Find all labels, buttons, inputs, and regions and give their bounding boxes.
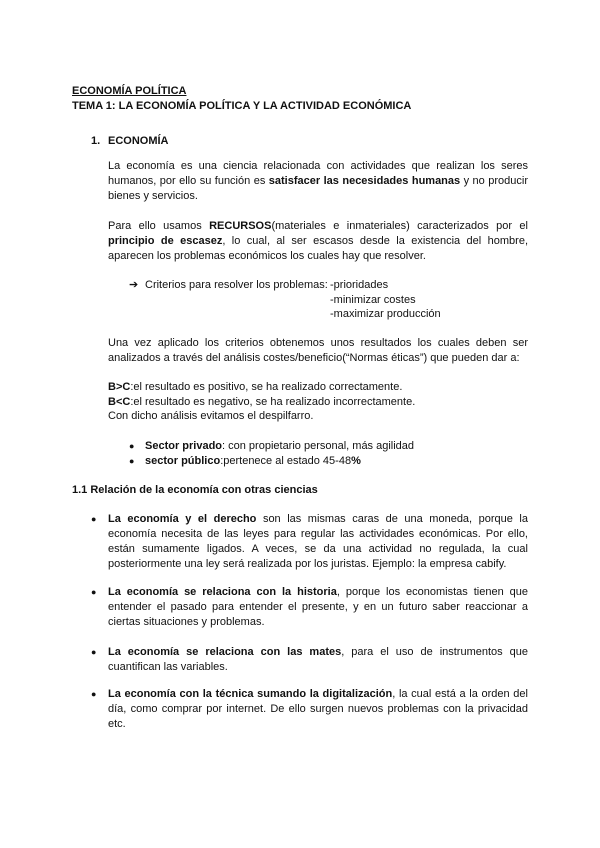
sector-item: sector público:pertenece al estado 45-48%: [145, 455, 361, 467]
bullet-icon: ●: [91, 587, 97, 597]
relation-item-derecho: La economía y el derecho son las mismas caras de una moneda, porque la economía necesita de las leyes para regular las actividades económicas. Por ello, están sumamente ligados. A veces, se da una actividad no regulada, la cual posteriormente una ley será realizada por los juristas. Ejemplo: la empresa cabify.: [108, 513, 528, 570]
section-number: 1.: [91, 135, 101, 147]
section-title: ECONOMÍA: [108, 135, 169, 147]
bullet-icon: ●: [129, 441, 135, 451]
bc-positive: B>C:el resultado es positivo, se ha realizado correctamente.: [108, 381, 403, 393]
paragraph-economia: La economía es una ciencia relacionada con actividades que realizan los seres humanos, por ello su función es satisfacer las necesidades humanas y no producir bienes y servicios.: [108, 160, 528, 202]
criteria-item: -maximizar producción: [330, 308, 441, 320]
paragraph-recursos: Para ello usamos RECURSOS(materiales e inmateriales) caracterizados por el principio de escasez, lo cual, al ser escasos desde la existencia del hombre, aparecen los problemas económicos los cuales hay que resolver.: [108, 220, 528, 262]
bullet-icon: ●: [91, 689, 97, 699]
bc-negative: B<C:el resultado es negativo, se ha realizado incorrectamente.: [108, 396, 416, 408]
arrow-icon: ➔: [129, 279, 139, 291]
criteria-item: -minimizar costes: [330, 294, 416, 306]
subsection-title: 1.1 Relación de la economía con otras ciencias: [72, 484, 318, 496]
bullet-icon: ●: [91, 514, 97, 524]
document-subtitle: TEMA 1: LA ECONOMÍA POLÍTICA Y LA ACTIVIDAD ECONÓMICA: [72, 100, 412, 112]
relation-item-tecnica: La economía con la técnica sumando la digitalización, la cual está a la orden del día, como comprar por internet. De ello surgen nuevos problemas con la privacidad etc.: [108, 688, 528, 730]
paragraph-analisis: Una vez aplicado los criterios obtenemos unos resultados los cuales deben ser analizados a través del análisis costes/beneficio(“Normas éticas”) que pueden dar a:: [108, 337, 528, 364]
bc-note: Con dicho análisis evitamos el despilfarro.: [108, 410, 314, 422]
bullet-icon: ●: [129, 456, 135, 466]
relation-item-historia: La economía se relaciona con la historia, porque los economistas tienen que entender el pasado para entender el presente, y en un futuro saber reaccionar a ciertas situaciones y problemas.: [108, 586, 528, 628]
sector-item: Sector privado: con propietario personal, más agilidad: [145, 440, 415, 452]
bullet-icon: ●: [91, 647, 97, 657]
criteria-item: -prioridades: [330, 279, 389, 291]
criteria-label: Criterios para resolver los problemas:: [145, 279, 328, 291]
document-title: ECONOMÍA POLÍTICA: [72, 85, 187, 97]
relation-item-mates: La economía se relaciona con las mates, para el uso de instrumentos que cuantifican las variables.: [108, 646, 528, 673]
